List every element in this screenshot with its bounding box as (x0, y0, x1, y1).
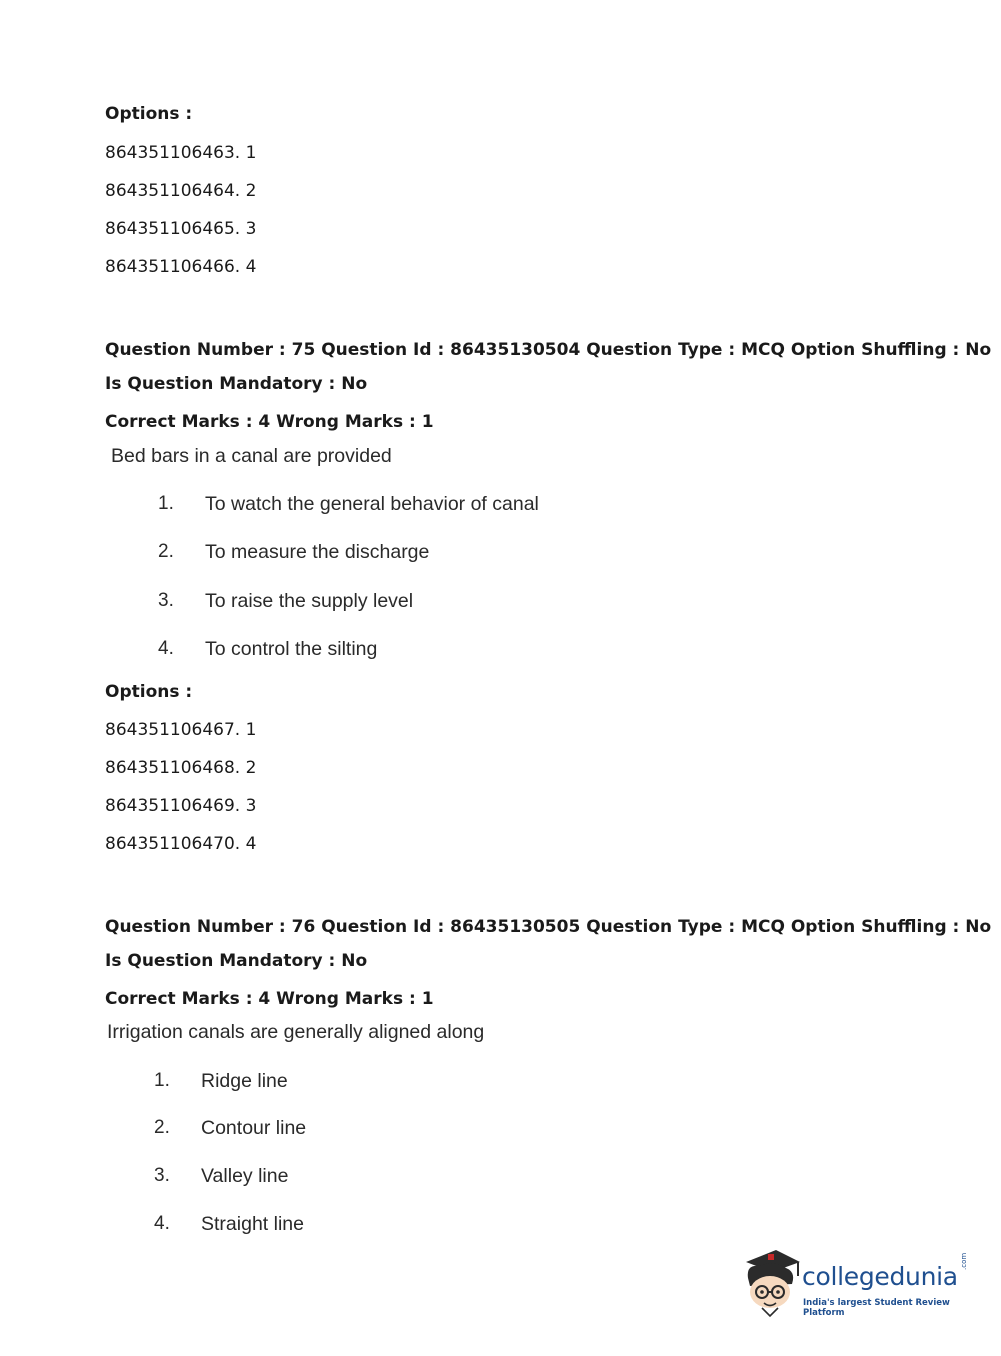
choice-number: 1. (158, 493, 174, 514)
choice-number: 3. (158, 590, 174, 611)
logo-tagline: India's largest Student Review Platform (803, 1298, 950, 1318)
choice-text: Valley line (201, 1165, 289, 1187)
question-text: Irrigation canals are generally aligned along (107, 1021, 485, 1043)
options-heading: Options : (105, 682, 193, 702)
option-id: 864351106465. 3 (105, 219, 257, 239)
choice-number: 2. (158, 541, 174, 562)
collegedunia-logo[interactable] (742, 1248, 972, 1320)
question-mandatory: Is Question Mandatory : No (105, 374, 368, 394)
options-heading: Options : (105, 104, 193, 124)
choice-number: 2. (154, 1117, 170, 1138)
option-id: 864351106467. 1 (105, 720, 257, 740)
choice-text: To watch the general behavior of canal (205, 493, 539, 515)
choice-number: 3. (154, 1165, 170, 1186)
question-header: Question Number : 75 Question Id : 86435130504 Question Type : MCQ Option Shuffling : No (105, 340, 992, 360)
question-marks: Correct Marks : 4 Wrong Marks : 1 (105, 989, 434, 1009)
question-mandatory: Is Question Mandatory : No (105, 951, 368, 971)
choice-text: Contour line (201, 1117, 307, 1139)
logo-wordmark: collegedunia (802, 1262, 958, 1291)
choice-number: 4. (154, 1213, 170, 1234)
option-id: 864351106469. 3 (105, 796, 257, 816)
option-id: 864351106470. 4 (105, 834, 257, 854)
choice-text: Straight line (201, 1213, 304, 1235)
question-text: Bed bars in a canal are provided (111, 445, 392, 467)
choice-text: Ridge line (201, 1070, 288, 1092)
question-header: Question Number : 76 Question Id : 86435130505 Question Type : MCQ Option Shuffling : No (105, 917, 992, 937)
choice-text: To raise the supply level (205, 590, 414, 612)
mascot-icon (742, 1248, 804, 1320)
logo-domain-suffix: .com (960, 1252, 968, 1270)
option-id: 864351106463. 1 (105, 143, 257, 163)
option-id: 864351106466. 4 (105, 257, 257, 277)
question-marks: Correct Marks : 4 Wrong Marks : 1 (105, 412, 434, 432)
choice-number: 1. (154, 1070, 170, 1091)
choice-text: To control the silting (205, 638, 378, 660)
option-id: 864351106464. 2 (105, 181, 257, 201)
choice-number: 4. (158, 638, 174, 659)
option-id: 864351106468. 2 (105, 758, 257, 778)
choice-text: To measure the discharge (205, 541, 430, 563)
